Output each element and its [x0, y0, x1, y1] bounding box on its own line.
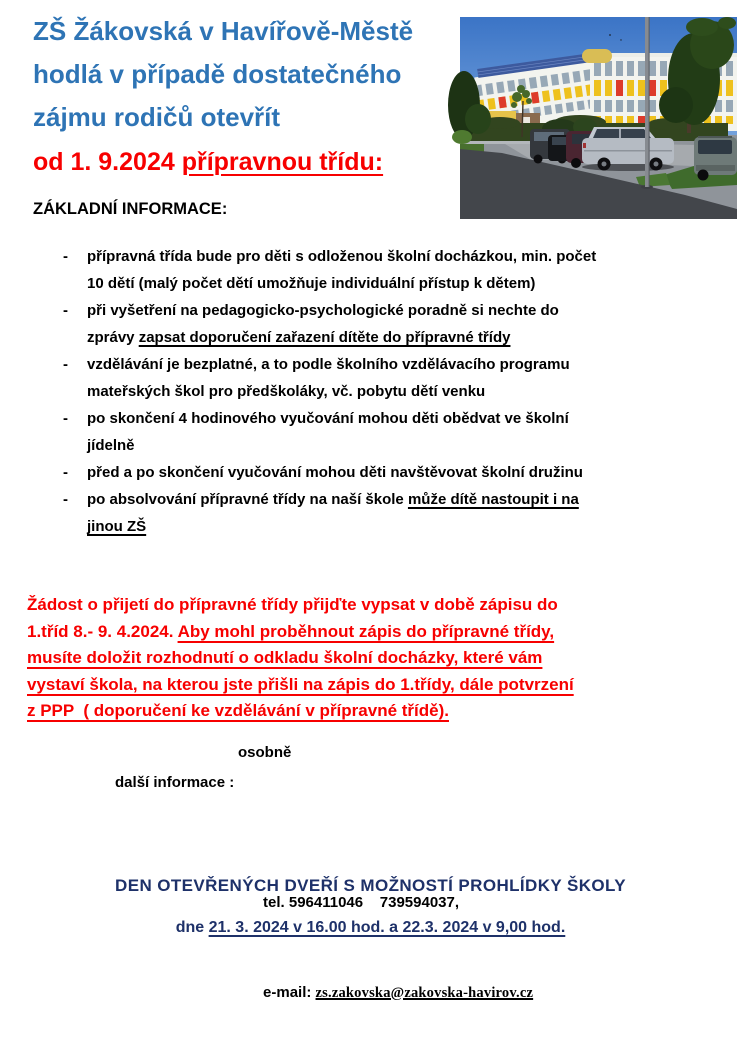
bullet-text: při vyšetření na pedagogicko-psychologické poradně si nechte do zprávy zapsat doporučení zařazení dítěte do přípravné třídy [87, 302, 559, 346]
contact-row-info [90, 738, 533, 858]
start-date-heading [33, 144, 383, 180]
bullet-marker: - [63, 491, 68, 508]
bullet-text: vzdělávání je bezplatné, a to podle školního vzdělávacího programu mateřských škol pro předškoláky, vč. pobytu dětí venku [87, 356, 570, 400]
open-day-date-prefix: dne [175, 919, 209, 936]
list-item [63, 486, 596, 540]
page-title [33, 10, 413, 139]
contact-label: další informace : [115, 774, 235, 791]
title-line-2: hodlá v případě dostatečného [33, 59, 402, 89]
list-item [63, 405, 596, 459]
bullet-marker: - [63, 464, 68, 481]
list-item [63, 351, 596, 405]
email-label: e-mail: [263, 984, 316, 1001]
info-bullet-list [63, 243, 596, 540]
bullet-text: před a po skončení vyučování mohou děti navštěvovat školní družinu [87, 464, 583, 481]
bullet-text: po absolvování přípravné třídy na naší škole může dítě nastoupit i na jinou ZŠ [87, 491, 579, 535]
bullet-marker: - [63, 302, 68, 319]
school-building-photo [460, 17, 737, 219]
title-line-1: ZŠ Žákovská v Havířově-Městě [33, 16, 414, 46]
open-day-heading: DEN OTEVŘENÝCH DVEŘÍ S MOŽNOSTÍ PROHLÍDKY ŠKOLY [115, 876, 626, 895]
list-item [63, 459, 596, 486]
contact-in-person: osobně [238, 744, 292, 761]
bullet-text: přípravná třída bude pro děti s odloženou školní docházkou, min. počet 10 dětí (malý počet dětí umožňuje individuální přístup k dětem) [87, 248, 597, 292]
start-date-underlined: přípravnou třídu: [181, 148, 384, 176]
contact-phone: tel. 596411046 739594037, [263, 894, 460, 911]
title-line-3: zájmu rodičů otevřít [33, 102, 281, 132]
basic-info-heading: ZÁKLADNÍ INFORMACE: [33, 200, 228, 218]
open-day-date [0, 919, 741, 937]
bullet-text: po skončení 4 hodinového vyučování mohou děti obědvat ve školní jídelně [87, 410, 569, 454]
email-link[interactable]: zs.zakovska@zakovska-havirov.cz [315, 985, 534, 1001]
open-day-date-underlined: 21. 3. 2024 v 16.00 hod. a 22.3. 2024 v 9,00 hod. [208, 919, 566, 936]
contact-row-email [90, 948, 533, 1038]
start-date-text: od 1. 9.2024 [33, 148, 182, 176]
application-notice: Žádost o přijetí do přípravné třídy přijďte vypsat v době zápisu do 1.tříd 8.- 9. 4.2024. Aby mohl proběhnout zápis do přípravné třídy, musíte doložit rozhodnutí o odkladu školní docházky, které vám vystaví škola, na kterou jste přišli na zápis do 1.třídy, dále potvrzení z PPP ( doporučení ke vzdělávání v přípravné třídě). [27, 595, 574, 720]
list-item [63, 297, 596, 351]
bullet-marker: - [63, 410, 68, 427]
list-item [63, 243, 596, 297]
bullet-marker: - [63, 248, 68, 265]
bullet-marker: - [63, 356, 68, 373]
